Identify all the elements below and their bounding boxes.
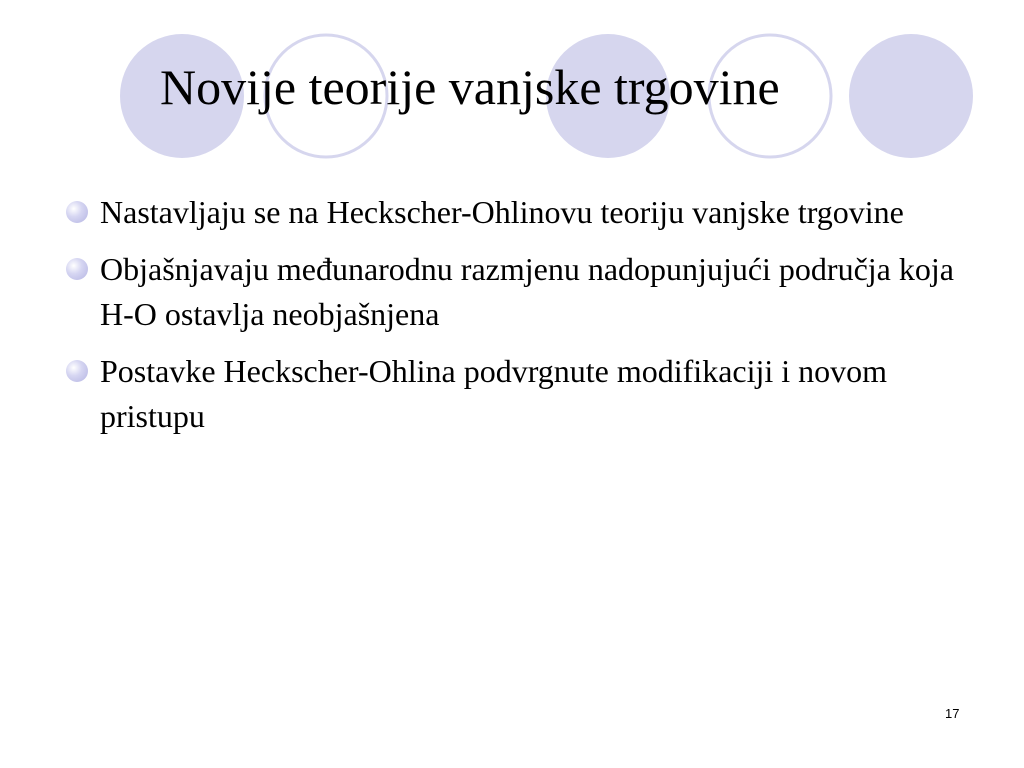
bullet-dot-icon bbox=[66, 201, 88, 223]
page-number: 17 bbox=[945, 706, 960, 721]
bullet-item bbox=[66, 247, 986, 337]
bullet-item bbox=[66, 349, 986, 439]
bullet-text: Objašnjavaju međunarodnu razmjenu nadopunjujući područja koja H-O ostavlja neobjašnjena bbox=[100, 251, 954, 332]
bullet-list bbox=[66, 190, 986, 451]
bullet-text: Postavke Heckscher-Ohlina podvrgnute modifikaciji i novom pristupu bbox=[100, 353, 888, 434]
slide-title: Novije teorije vanjske trgovine bbox=[160, 59, 780, 115]
bullet-text: Nastavljaju se na Heckscher-Ohlinovu teoriju vanjske trgovine bbox=[100, 194, 904, 230]
filled-circle-icon bbox=[849, 34, 973, 158]
bullet-dot-icon bbox=[66, 258, 88, 280]
bullet-dot-icon bbox=[66, 360, 88, 382]
bullet-item bbox=[66, 190, 986, 235]
